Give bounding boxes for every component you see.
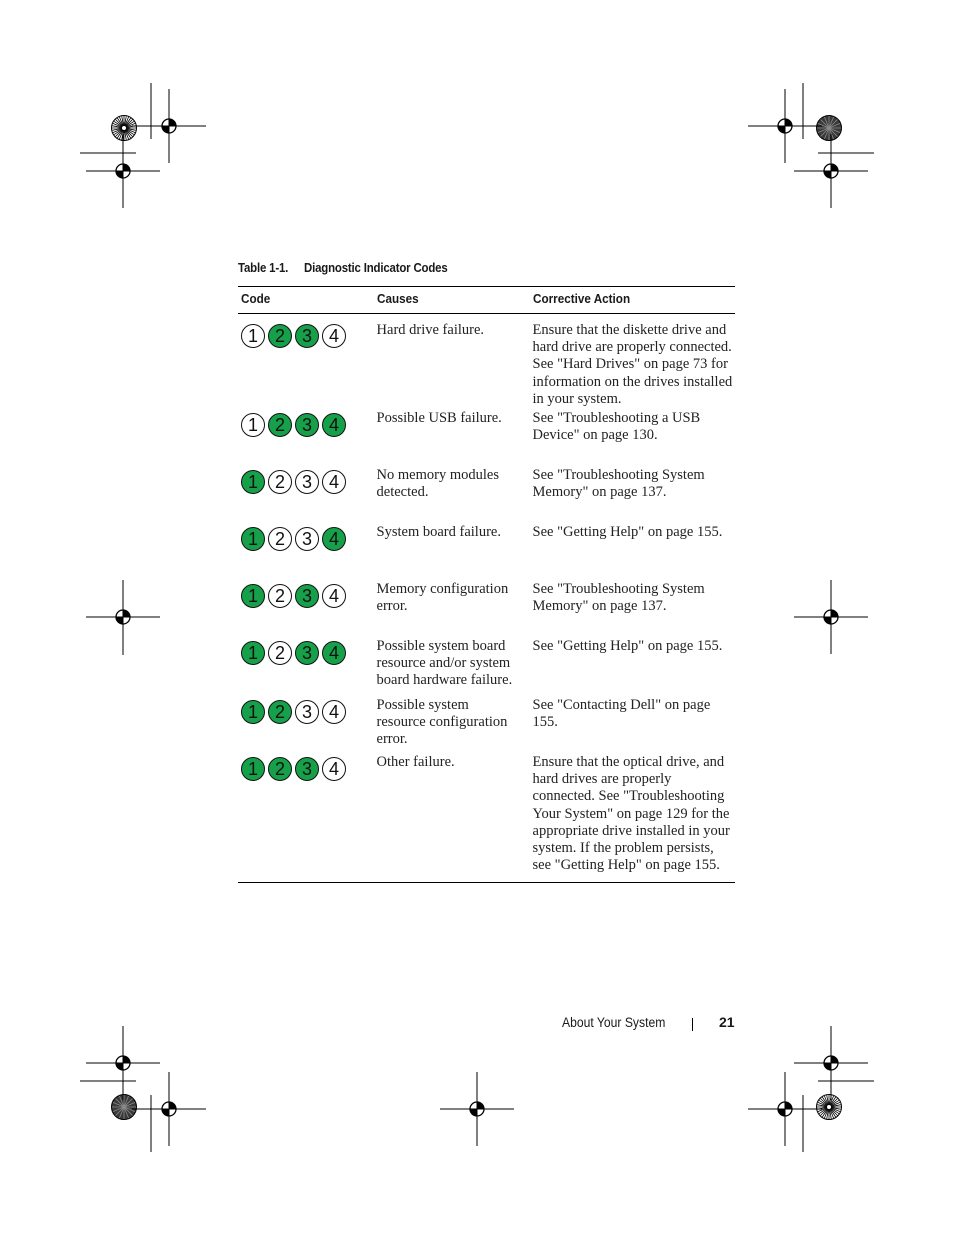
diagnostic-light-4-on-icon: 4 (322, 413, 346, 437)
table-row (238, 465, 735, 522)
diagnostic-light-3-on-icon: 3 (295, 641, 319, 665)
footer-separator (692, 1018, 693, 1031)
corrective-action-cell: See "Troubleshooting a USB Device" on page 130. (532, 410, 701, 444)
code-cell (238, 314, 377, 409)
diagnostic-light-3-on-icon: 3 (295, 757, 319, 781)
diagnostic-lights (238, 584, 377, 608)
table-row (238, 579, 735, 636)
table-caption-label: Table 1-1. (238, 260, 289, 275)
diagnostic-light-1-on-icon: 1 (241, 757, 265, 781)
corrective-action-cell: Ensure that the diskette drive and hard drive are properly connected. See "Hard Drives" on page 73 for information on the drives installed in your system. (532, 322, 733, 407)
diagnostic-light-3-on-icon: 3 (295, 584, 319, 608)
cause-cell: No memory modules detected. (376, 467, 499, 501)
diagnostic-lights (238, 700, 377, 724)
cause-cell: System board failure. (376, 524, 501, 541)
diagnostic-light-2-off-icon: 2 (268, 641, 292, 665)
table-row (238, 695, 735, 752)
diagnostic-light-1-on-icon: 1 (241, 527, 265, 551)
corrective-action-cell: Ensure that the optical drive, and hard drives are properly connected. See "Troubleshooting Your System" on page 129 for the appropriate drive installed in your system. If the problem persists, see "Getting Help" on page 155. (533, 752, 735, 882)
diagnostic-lights (238, 757, 377, 781)
code-cell (238, 636, 377, 695)
diagnostic-light-4-off-icon: 4 (322, 324, 346, 348)
corrective-action-cell: See "Troubleshooting System Memory" on page 137. (532, 467, 705, 501)
diagnostic-lights (238, 413, 377, 437)
diagnostic-light-1-on-icon: 1 (241, 584, 265, 608)
diagnostic-light-2-on-icon: 2 (268, 757, 292, 781)
diagnostic-light-1-on-icon: 1 (241, 641, 265, 665)
diagnostic-lights (238, 324, 377, 348)
cause-cell: Other failure. (377, 752, 533, 882)
cause-cell: Hard drive failure. (376, 322, 485, 338)
code-cell (238, 408, 377, 465)
corrective-action-cell: See "Troubleshooting System Memory" on page 137. (532, 581, 705, 615)
diagnostic-light-3-off-icon: 3 (295, 470, 319, 494)
diagnostic-light-2-on-icon: 2 (268, 413, 292, 437)
page-number: 21 (719, 1014, 735, 1030)
diagnostic-light-2-off-icon: 2 (268, 584, 292, 608)
corrective-action-cell: See "Contacting Dell" on page 155. (532, 697, 711, 731)
table-row (238, 314, 735, 409)
table-row (238, 408, 735, 465)
diagnostic-lights (238, 641, 377, 665)
header-causes: Causes (377, 287, 533, 314)
diagnostic-lights (238, 527, 377, 551)
table-caption-title: Diagnostic Indicator Codes (304, 260, 448, 275)
diagnostic-light-3-on-icon: 3 (295, 324, 319, 348)
diagnostic-light-4-off-icon: 4 (322, 584, 346, 608)
diagnostic-light-1-off-icon: 1 (241, 324, 265, 348)
cause-cell: Possible system resource configuration error. (376, 697, 508, 748)
diagnostic-light-2-off-icon: 2 (268, 470, 292, 494)
table-header-row (238, 287, 735, 314)
diagnostic-light-2-on-icon: 2 (268, 700, 292, 724)
header-corrective-action: Corrective Action (533, 287, 735, 314)
cause-cell: Possible system board resource and/or system board hardware failure. (376, 638, 513, 689)
table-row (238, 636, 735, 695)
diagnostic-light-4-off-icon: 4 (322, 700, 346, 724)
diagnostic-light-1-off-icon: 1 (241, 413, 265, 437)
diagnostic-light-4-on-icon: 4 (322, 527, 346, 551)
diagnostic-codes-table (238, 286, 735, 883)
diagnostic-lights (238, 470, 377, 494)
code-cell (238, 752, 377, 882)
corrective-action-cell: See "Getting Help" on page 155. (532, 524, 723, 541)
code-cell (238, 579, 377, 636)
diagnostic-light-4-on-icon: 4 (322, 641, 346, 665)
table-row (238, 522, 735, 579)
diagnostic-light-2-on-icon: 2 (268, 324, 292, 348)
diagnostic-light-4-off-icon: 4 (322, 470, 346, 494)
code-cell (238, 695, 377, 752)
diagnostic-light-3-on-icon: 3 (295, 413, 319, 437)
diagnostic-light-2-off-icon: 2 (268, 527, 292, 551)
table-caption (238, 260, 448, 275)
diagnostic-light-4-off-icon: 4 (322, 757, 346, 781)
diagnostic-light-1-on-icon: 1 (241, 700, 265, 724)
footer-section-title: About Your System (562, 1015, 666, 1030)
table-body (238, 314, 735, 883)
code-cell (238, 522, 377, 579)
diagnostic-light-1-on-icon: 1 (241, 470, 265, 494)
diagnostic-light-3-off-icon: 3 (295, 700, 319, 724)
code-cell (238, 465, 377, 522)
cause-cell: Possible USB failure. (376, 410, 502, 427)
cause-cell: Memory configuration error. (376, 581, 509, 615)
diagnostic-light-3-off-icon: 3 (295, 527, 319, 551)
header-code: Code (238, 287, 377, 314)
corrective-action-cell: See "Getting Help" on page 155. (532, 638, 723, 655)
table-row (238, 752, 735, 882)
